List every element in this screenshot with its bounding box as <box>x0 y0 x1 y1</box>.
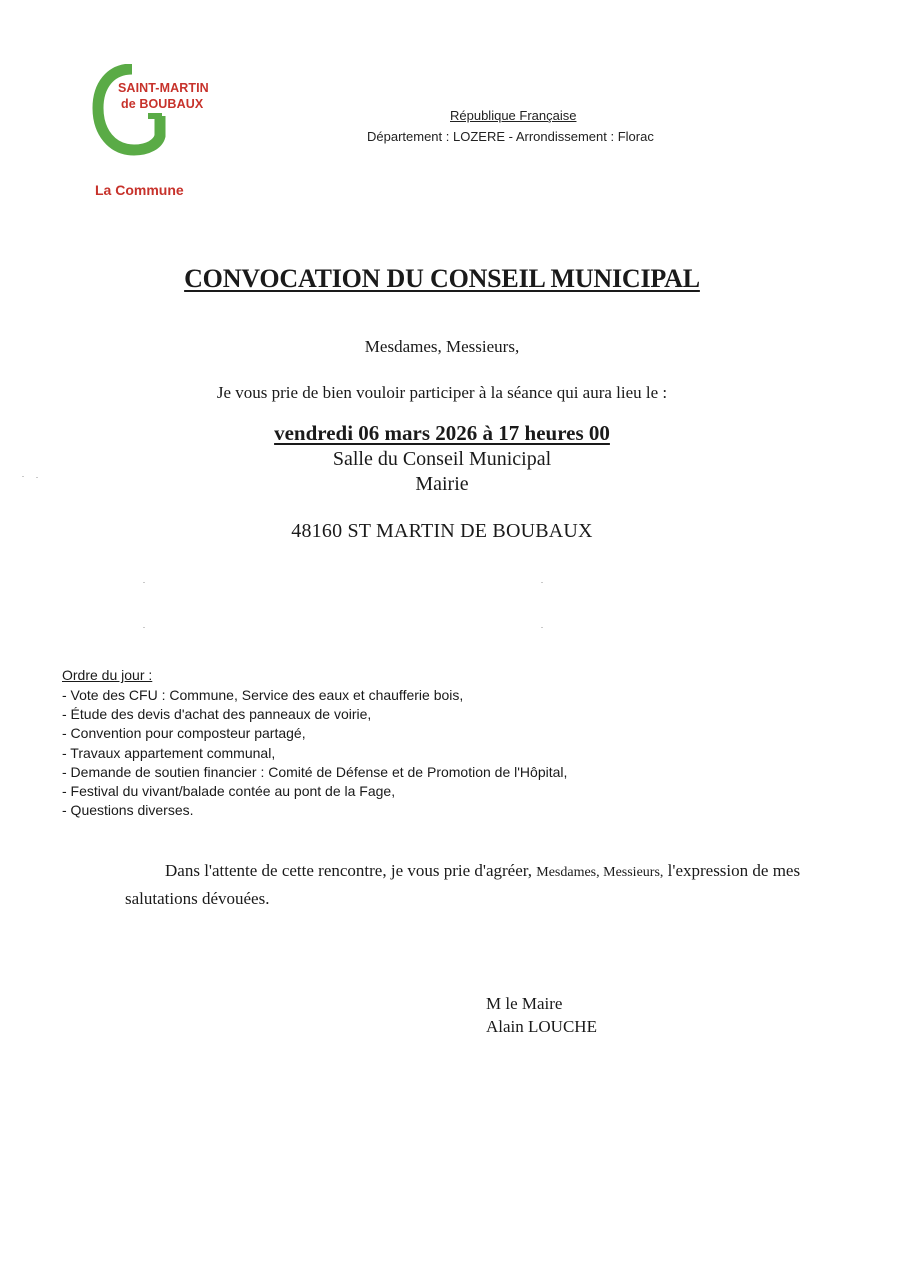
departement-line: Département : LOZERE - Arrondissement : Florac <box>367 129 654 144</box>
commune-label: La Commune <box>95 182 184 198</box>
closing-paragraph <box>125 858 825 912</box>
logo-line-1: SAINT-MARTIN <box>118 81 209 95</box>
agenda-item: - Festival du vivant/balade contée au pont de la Fage, <box>62 783 396 800</box>
agenda-item: - Étude des devis d'achat des panneaux de voirie, <box>62 706 372 723</box>
scan-speck <box>541 627 543 628</box>
closing-part-1: Dans l'attente de cette rencontre, je vous prie d'agréer, <box>165 861 537 880</box>
invitation-text: Je vous prie de bien vouloir participer à la séance qui aura lieu le : <box>216 383 668 402</box>
meeting-address: 48160 ST MARTIN DE BOUBAUX <box>291 520 593 542</box>
scan-speck <box>541 582 543 583</box>
agenda-item: - Demande de soutien financier : Comité de Défense et de Promotion de l'Hôpital, <box>62 763 568 780</box>
meeting-date: vendredi 06 mars 2026 à 17 heures 00 <box>274 421 610 445</box>
document-title: CONVOCATION DU CONSEIL MUNICIPAL <box>184 264 700 293</box>
logo-line-2: de BOUBAUX <box>121 97 204 111</box>
agenda-item: - Travaux appartement communal, <box>62 744 276 761</box>
signature-role: M le Maire <box>486 994 563 1013</box>
meeting-building: Mairie <box>415 473 469 495</box>
commune-logo <box>92 64 212 156</box>
agenda-item: - Questions diverses. <box>62 802 194 819</box>
agenda-item: - Vote des CFU : Commune, Service des eaux et chaufferie bois, <box>62 687 464 703</box>
agenda-heading: Ordre du jour : <box>62 667 153 683</box>
scan-speck <box>22 476 24 477</box>
meeting-room: Salle du Conseil Municipal <box>332 448 552 470</box>
agenda-list <box>62 686 567 820</box>
closing-part-2: Mesdames, Messieurs, <box>536 865 664 880</box>
scan-speck <box>143 627 145 628</box>
scan-speck <box>36 477 38 478</box>
closing-part-3: l'expression de mes salutations dévouées. <box>125 861 801 908</box>
greeting: Mesdames, Messieurs, <box>364 337 520 356</box>
agenda-item: - Convention pour composteur partagé, <box>62 725 306 742</box>
republic-heading: République Française <box>450 108 577 123</box>
signature-name: Alain LOUCHE <box>486 1017 597 1036</box>
scan-speck <box>143 582 145 583</box>
